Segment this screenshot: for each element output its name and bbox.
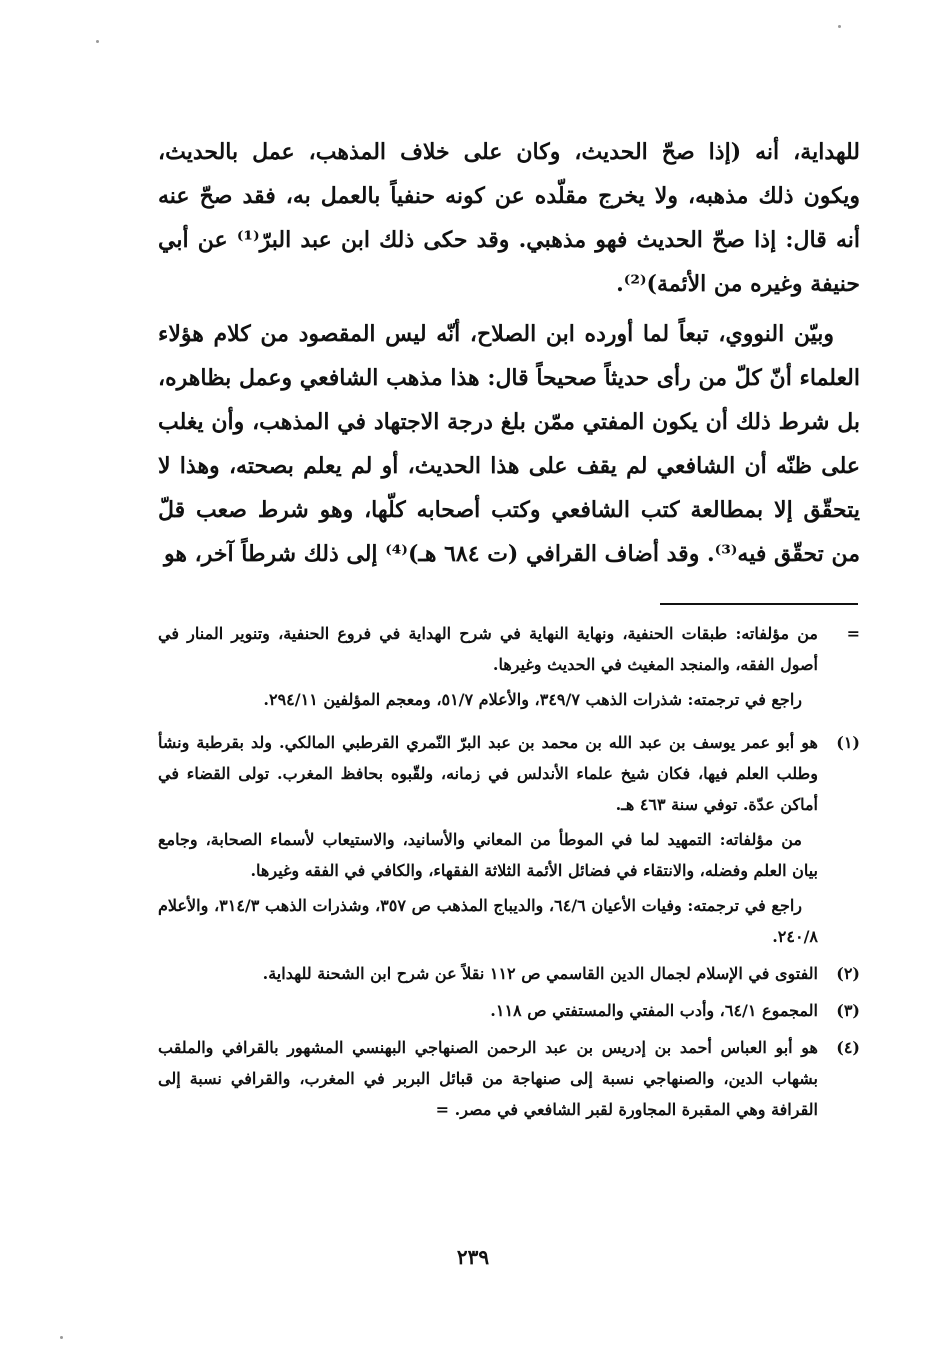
footnote-mark: (٤) bbox=[836, 1038, 860, 1057]
footnote-mark: = bbox=[846, 624, 860, 643]
paragraph-2: وبيّن النووي، تبعاً لما أورده ابن الصلاح، أنّه ليس المقصود من كلام هؤلاء العلماء أنّ كلّ من رأى حديثاً صحيحاً قال: هذا مذهب الشافعي وعمل بظاهره، بل شرط ذلك أن يكون المفتي ممّن بلغ درجة الاجتهاد في المذهب، وأن يغلب على ظنّه أن الشافعي لم يقف على هذا الحديث، أو لم يعلم بصحته، وهذا لا يتحقّق إلا بمطالعة كتب الشافعي وكتب أصحابه كلّها، وهو شرط صعب قلّ من تحقّق فيه⁽³⁾. وقد أضاف القرافي (ت ٦٨٤ هـ)⁽⁴⁾ إلى ذلك شرطاً آخر، هو bbox=[158, 321, 860, 567]
scan-speck bbox=[96, 40, 99, 43]
main-body-text bbox=[158, 130, 860, 576]
footnote-4 bbox=[158, 1032, 860, 1125]
footnote-2 bbox=[158, 958, 860, 989]
footnotes bbox=[158, 618, 860, 1125]
footnote-mark: (٢) bbox=[836, 964, 860, 983]
footnote-continued bbox=[158, 618, 860, 715]
footnote-text: المجموع ٦٤/١، وأدب المفتي والمستفتي ص ١١٨. bbox=[490, 1001, 818, 1020]
footnote-text: هو أبو عمر يوسف بن عبد الله بن محمد بن عبد البرّ النّمري القرطبي المالكي. ولد بقرطبة ونشأ وطلب العلم فيها، فكان شيخ علماء الأندلس في زمانه، ولقّبوه بحافظ المغرب. تولى القضاء في أماكن عدّة. توفي سنة ٤٦٣ هـ. bbox=[158, 733, 818, 814]
footnote-reference: راجع في ترجمته: وفيات الأعيان ٦٤/٦، والديباج المذهب ص ٣٥٧، وشذرات الذهب ٣١٤/٣، والأعلام ٢٤٠/٨. bbox=[158, 896, 818, 946]
footnote-mark: (١) bbox=[836, 733, 860, 752]
footnote-text: من مؤلفاته: طبقات الحنفية، ونهاية النهاية في شرح الهداية في فروع الحنفية، وتنوير المنار في أصول الفقه، والمنجد المغيث في الحديث وغيرها. bbox=[158, 624, 818, 674]
footnote-text: هو أبو العباس أحمد بن إدريس بن عبد الرحمن الصنهاجي البهنسي المشهور بالقرافي والملقب بشهاب الدين، والصنهاجي نسبة إلى صنهاجة من قبائل البربر في المغرب، والقرافي نسبة إلى القرافة وهي المقبرة المجاورة لقبر الشافعي في مصر. = bbox=[158, 1038, 818, 1119]
footnote-3 bbox=[158, 995, 860, 1026]
scan-speck bbox=[60, 1336, 63, 1339]
footnote-separator-line bbox=[660, 603, 858, 605]
footnote-text: الفتوى في الإسلام لجمال الدين القاسمي ص ١١٢ نقلاً عن شرح ابن الشحنة للهداية. bbox=[262, 964, 818, 983]
footnote-works: من مؤلفاته: التمهيد لما في الموطأ من المعاني والأسانيد، والاستيعاب لأسماء الصحابة، وجامع بيان العلم وفضله، والانتقاء في فضائل الأئمة الثلاثة الفقهاء، والكافي في الفقه وغيرها. bbox=[158, 830, 818, 880]
page-number: ٢٣٩ bbox=[456, 1245, 490, 1269]
footnote-mark: (٣) bbox=[836, 1001, 860, 1020]
footnote-1 bbox=[158, 727, 860, 952]
footnote-reference: راجع في ترجمته: شذرات الذهب ٣٤٩/٧، والأعلام ٥١/٧، ومعجم المؤلفين ٢٩٤/١١. bbox=[263, 690, 802, 709]
scan-speck bbox=[838, 25, 841, 28]
paragraph-1: للهداية، أنه (إذا صحّ الحديث، وكان على خلاف المذهب، عمل بالحديث، ويكون ذلك مذهبه، ولا يخرج مقلّده عن كونه حنفياً بالعمل به، فقد صحّ عنه أنه قال: إذا صحّ الحديث فهو مذهبي. وقد حكى ذلك ابن عبد البرّ⁽¹⁾ عن أبي حنيفة وغيره من الأئمة)⁽²⁾. bbox=[158, 139, 860, 297]
